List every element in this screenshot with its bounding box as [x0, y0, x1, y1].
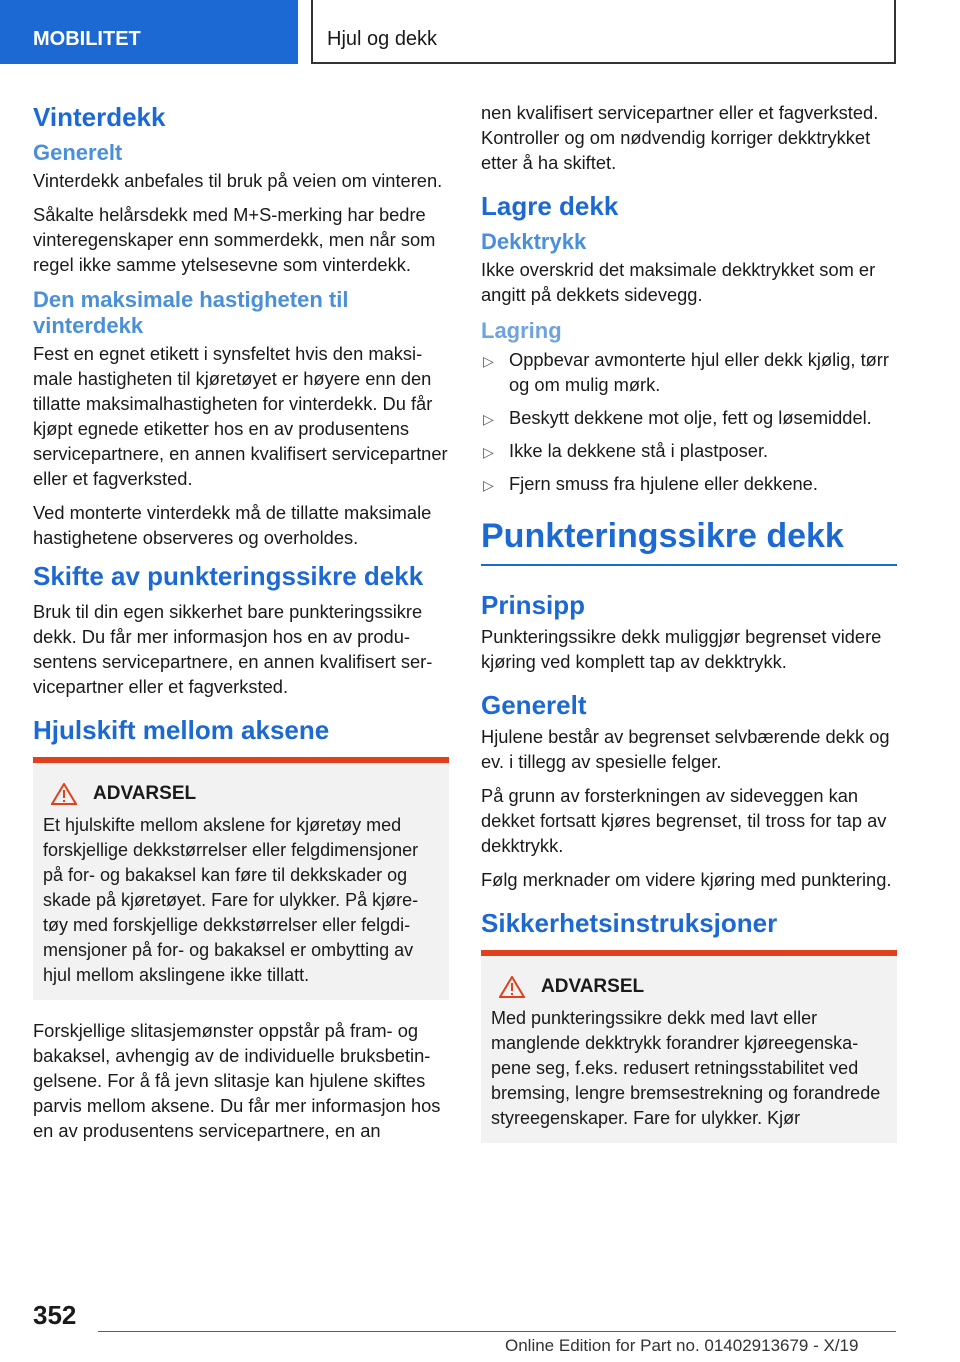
paragraph: Følg merknader om videre kjøring med punktering.: [481, 869, 892, 890]
bullet-triangle-icon: ▷: [483, 444, 494, 460]
bullet-triangle-icon: ▷: [483, 411, 494, 427]
left-column: [33, 100, 449, 1152]
right-column: [481, 100, 897, 1143]
warning-box: [481, 950, 897, 1143]
bullet-triangle-icon: ▷: [483, 353, 494, 369]
paragraph: Hjulene består av begrenset selvbærende dekk og ev. i tillegg av spesielle felger.: [481, 726, 890, 772]
warning-box: [33, 757, 449, 1000]
heading-lagring: Lagring: [481, 318, 562, 343]
paragraph: Forskjellige slitasjemønster oppstår på fram- og bakaksel, avhengig av de individuelle bruksbetingelsene. For å få jevn slitasje kan hjulene skiftes parvis mellom aksene. Du får mer informasjon hos en av produsentens servicepartnere, en an: [33, 1020, 441, 1141]
heading-hjulskift: Hjulskift mellom aksene: [33, 715, 330, 745]
heading-generelt-right: Generelt: [481, 690, 587, 720]
list-item: ▷ Oppbevar avmonterte hjul eller dekk kjølig, tørr og om mulig mørk.: [483, 349, 889, 395]
warning-triangle-icon: [51, 783, 77, 805]
warning-label: ADVARSEL: [541, 976, 645, 997]
list-item: ▷ Fjern smuss fra hjulene eller dekkene.: [481, 471, 897, 496]
list-item: ▷ Ikke la dekkene stå i plastposer.: [481, 438, 897, 463]
paragraph: nen kvalifisert servicepartner eller et fagverksted. Kontroller og om nødvendig korriger dekktrykket etter å ha skiftet.: [481, 102, 879, 173]
heading-generelt: Generelt: [33, 140, 123, 165]
heading-punkteringssikre: Punkteringssikre dekk: [481, 514, 897, 566]
paragraph: Fest en egnet etikett i synsfeltet hvis den maksimale hastigheten til kjøretøyet er høyere enn den tillatte maksimalhastigheten for vinterdekk. Du får kjøpt egnede etiketter hos en av produsentens servicepartnere, en annen kvalifisert servicepartner eller et fagverksted.: [33, 343, 448, 489]
storage-list: [481, 347, 897, 496]
warning-triangle-icon: [499, 976, 525, 998]
heading-dekktrykk: Dekktrykk: [481, 229, 587, 254]
bullet-triangle-icon: ▷: [483, 477, 494, 493]
section-tab: MOBILITET: [0, 0, 298, 64]
paragraph: Vinterdekk anbefales til bruk på veien om vinteren.: [33, 170, 443, 191]
paragraph: På grunn av forsterkningen av sideveggen kan dekket fortsatt kjøres begrenset, til tross for tap av dekktrykk.: [481, 785, 887, 856]
warning-header: [491, 976, 885, 998]
warning-label: ADVARSEL: [93, 783, 197, 804]
heading-sikkerhet: Sikkerhetsinstruksjoner: [481, 908, 778, 938]
warning-header: [43, 783, 437, 805]
paragraph: Bruk til din egen sikkerhet bare punkteringssikre dekk. Du får mer informasjon hos en av produsentens servicepartnere, en annen kvalifisert servicepartner eller et fagverksted.: [33, 601, 433, 697]
footer-edition: Online Edition for Part no. 01402913679 - X/19: [505, 1336, 859, 1355]
list-item: ▷ Beskytt dekkene mot olje, fett og løsemiddel.: [481, 405, 897, 430]
heading-lagre-dekk: Lagre dekk: [481, 191, 619, 221]
paragraph: Punkteringssikre dekk muliggjør begrenset videre kjøring ved komplett tap av dekktrykk.: [481, 626, 882, 672]
paragraph: Såkalte helårsdekk med M+S-merking har bedre vinteregenskaper enn sommerdekk, men når som regel ikke samme ytelsesevne som vinterdekk.: [33, 204, 436, 275]
heading-vinterdekk: Vinterdekk: [33, 102, 166, 132]
warning-text: Et hjulskifte mellom akslene for kjøretøy med forskjellige dekkstørrelser eller felgdimensjoner på for- og bakaksel kan føre til dekkskader og skade på kjøretøyet. Fare for ulykker. På kjøretøy med forskjellige dekkstørrelser eller felgdimensjoner på for- og bakaksel er ombytting av hjul mellom akslingene ikke tillatt.: [43, 815, 419, 985]
paragraph: Ikke overskrid det maksimale dekktrykket som er angitt på dekkets sidevegg.: [481, 259, 876, 305]
chapter-title: Hjul og dekk: [311, 0, 896, 64]
paragraph: Ved monterte vinterdekk må de tillatte maksimale hastighetene observeres og overholdes.: [33, 502, 432, 548]
warning-text: Med punkteringssikre dekk med lavt eller manglende dekktrykk forandrer kjøreegenskapene seg, f.eks. redusert retningsstabilitet ved bremsing, lengre bremsestrekning og forandrede styreegenskaper. Fare for ulykker. Kjør: [491, 1008, 881, 1128]
heading-skifte: Skifte av punkteringssikre dekk: [33, 561, 424, 591]
heading-maks-hastighet: Den maksimale hastigheten til vinterdekk: [33, 287, 349, 338]
page-number: 352: [33, 1300, 77, 1330]
heading-prinsipp: Prinsipp: [481, 590, 586, 620]
footer-divider: [98, 1331, 896, 1332]
